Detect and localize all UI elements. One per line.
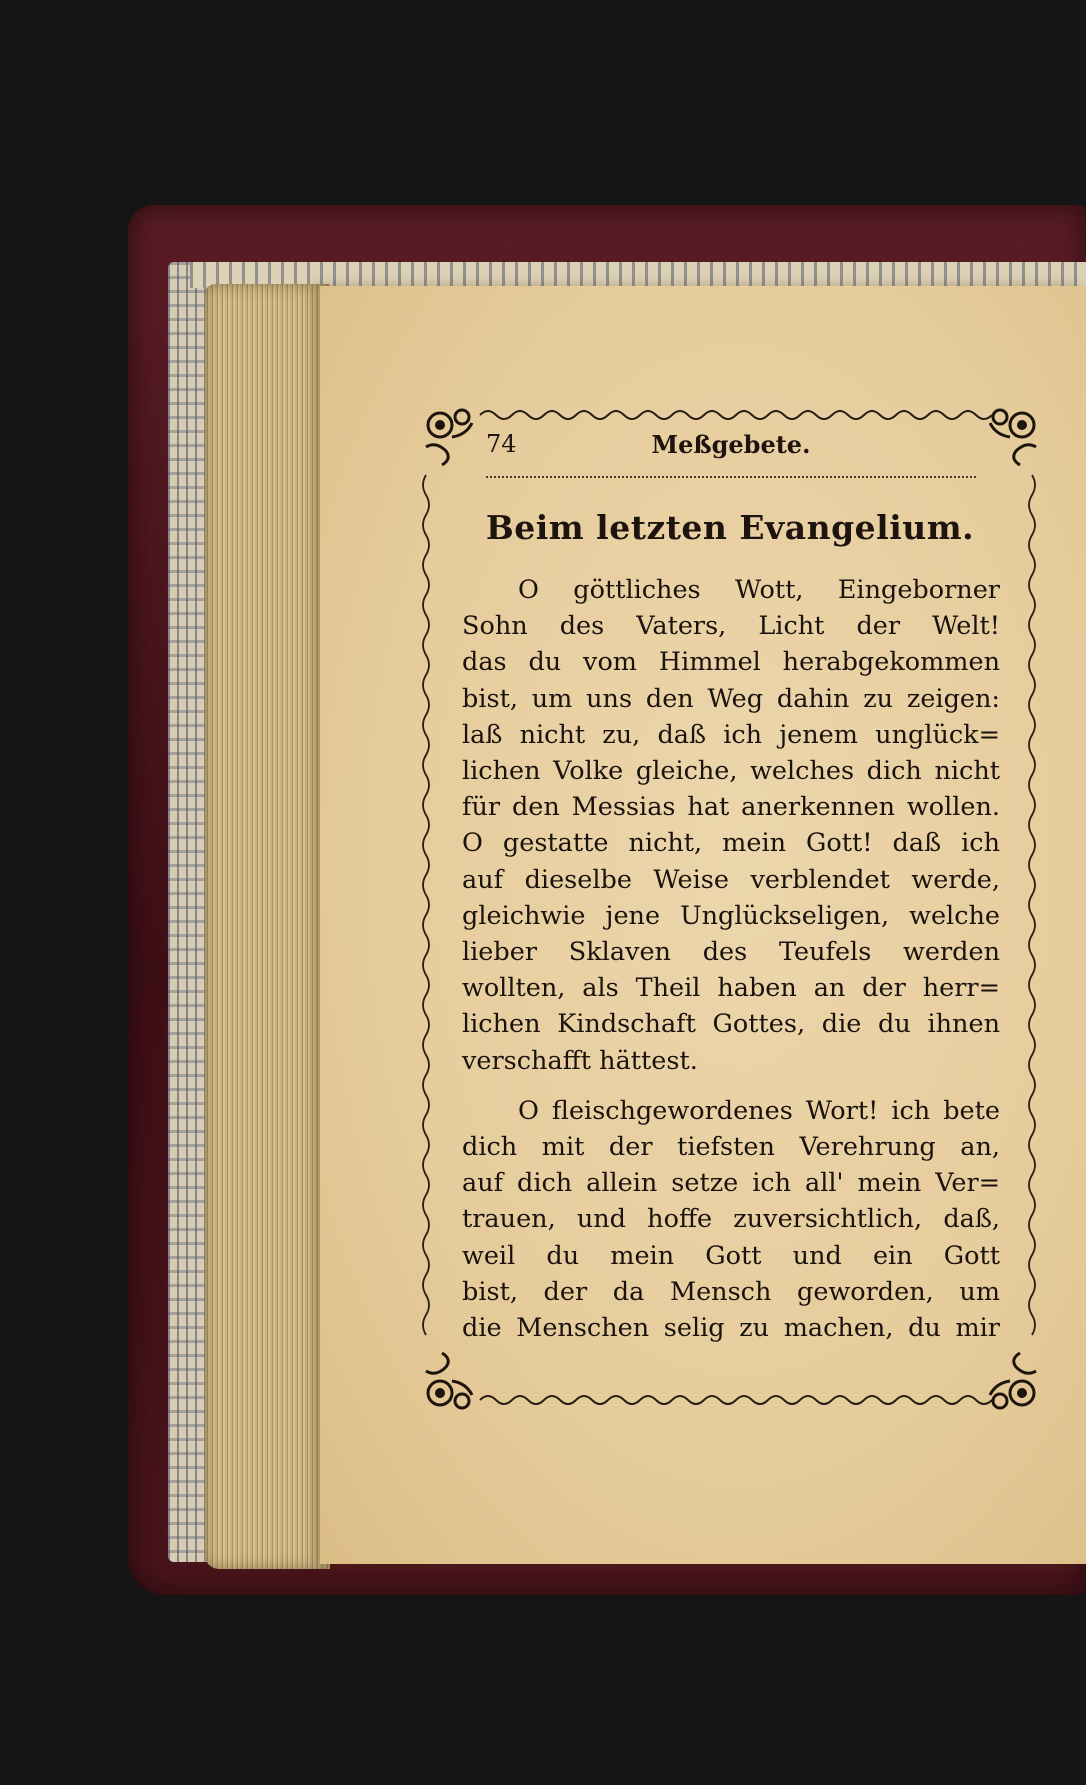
text-line: auf dich allein setze ich all' mein Ver=	[462, 1168, 1000, 1199]
paragraph-gap	[462, 1079, 1000, 1093]
page-block-edge	[205, 284, 330, 1569]
text-line: O fleischgewordenes Wort! ich bete	[518, 1095, 1000, 1126]
text-line: bist, der da Mensch geworden, um	[462, 1276, 1000, 1307]
text-line: auf dieselbe Weise verblendet werde,	[462, 864, 1000, 895]
text-line: die Menschen selig zu machen, du mir	[462, 1313, 1000, 1344]
text-line: verschafft hättest.	[462, 1045, 698, 1076]
section-title: Beim letzten Evangelium.	[485, 508, 975, 547]
text-line: wollten, als Theil haben an der herr=	[462, 973, 1000, 1004]
text-line: O gestatte nicht, mein Gott! daß ich	[462, 828, 1000, 859]
text-line: lieber Sklaven des Teufels werden	[462, 937, 1000, 968]
text-line: trauen, und hoffe zuversichtlich, daß,	[462, 1204, 1000, 1235]
header-dotted-rule	[486, 476, 976, 478]
text-line: lichen Volke gleiche, welches dich nicht	[462, 756, 1000, 787]
paragraph-1	[462, 572, 1000, 1079]
paragraph-2	[462, 1093, 1000, 1346]
text-line: O göttliches Wott, Eingeborner	[518, 575, 1000, 605]
text-line: für den Messias hat anerkennen wollen.	[462, 792, 1000, 823]
text-line: lichen Kindschaft Gottes, die du ihnen	[462, 1009, 1000, 1040]
text-line: Sohn des Vaters, Licht der Welt!	[462, 611, 1000, 642]
page-number: 74	[486, 430, 517, 458]
text-line: weil du mein Gott und ein Gott	[462, 1240, 1000, 1271]
text-line: dich mit der tiefsten Verehrung an,	[462, 1132, 1000, 1163]
text-line: gleichwie jene Unglückseligen, welche	[462, 900, 1000, 931]
running-head: Meßgebete.	[651, 430, 811, 459]
body-text	[462, 572, 1000, 1346]
text-line: das du vom Himmel herabgekommen	[462, 647, 1000, 678]
page-header	[486, 430, 976, 470]
text-line: laß nicht zu, daß ich jenem unglück=	[462, 719, 1000, 750]
text-line: bist, um uns den Weg dahin zu zeigen:	[462, 683, 1000, 714]
